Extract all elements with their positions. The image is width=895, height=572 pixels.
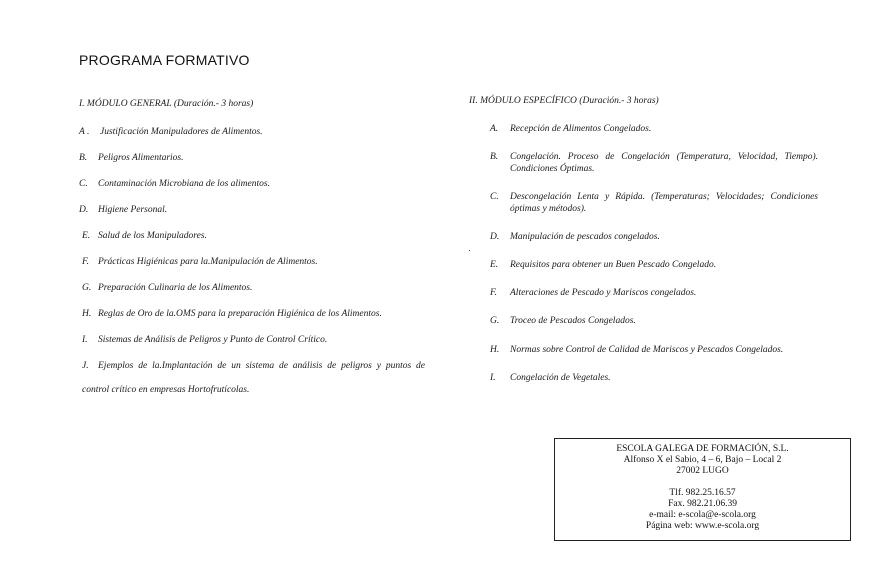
page-title: PROGRAMA FORMATIVO	[79, 52, 250, 68]
item-text: Requisitos para obtener un Buen Pescado Congelado.	[510, 260, 717, 270]
item-text: Ejemplos de la.Implantación de un sistema de análisis de peligros y puntos de	[98, 361, 426, 371]
item-text: Congelación de Vegetales.	[510, 373, 611, 383]
item-text: Justificación Manipuladores de Alimentos.	[100, 127, 263, 137]
item-text: Descongelación Lenta y Rápida. (Temperaturas; Velocidades; Condiciones óptimas y métodos).	[510, 192, 818, 214]
item-letter: E.	[490, 260, 499, 270]
item-letter: A .	[79, 127, 90, 137]
company-address: Alfonso X el Sabio, 4 – 6, Bajo – Local 2	[623, 455, 782, 465]
item-letter: F.	[490, 288, 497, 298]
item-letter: G.	[490, 316, 500, 326]
item-letter: F.	[82, 257, 89, 267]
item-text: Troceo de Pescados Congelados.	[510, 316, 636, 326]
spacer	[555, 477, 850, 488]
item-text: Peligros Alimentarios.	[98, 153, 184, 163]
item-letter: C.	[490, 192, 499, 202]
item-letter: J.	[82, 361, 89, 371]
item-text: Recepción de Alimentos Congelados.	[510, 124, 652, 134]
company-postal-city: 27002 LUGO	[676, 466, 729, 476]
general-item-j	[82, 360, 432, 400]
company-fax: Fax. 982.21.06.39	[668, 499, 737, 509]
specific-item-c	[490, 191, 820, 217]
item-text: Manipulación de pescados congelados.	[510, 232, 660, 242]
company-contact-box	[554, 438, 851, 541]
item-text: Prácticas Higiénicas para la.Manipulación de Alimentos.	[98, 257, 318, 267]
item-letter: G.	[82, 283, 92, 293]
item-text: Sistemas de Análisis de Peligros y Punto de Control Crítico.	[98, 335, 328, 345]
specific-item-b	[490, 151, 820, 177]
specific-module-heading: II. MÓDULO ESPECÍFICO (Duración.- 3 horas)	[469, 96, 659, 106]
item-letter: H.	[490, 345, 500, 355]
item-text: Normas sobre Control de Calidad de Mariscos y Pescados Congelados.	[510, 345, 784, 355]
item-letter: I.	[490, 373, 496, 383]
general-module-heading: I. MÓDULO GENERAL (Duración.- 3 horas)	[79, 99, 254, 109]
item-text: Reglas de Oro de la.OMS para la preparación Higiénica de los Alimentos.	[98, 309, 382, 319]
item-text: Higiene Personal.	[98, 205, 168, 215]
item-text: Salud de los Manipuladores.	[98, 231, 207, 241]
item-letter: D.	[490, 232, 500, 242]
company-phone: Tlf. 982.25.16.57	[669, 488, 736, 498]
item-letter: A.	[490, 124, 499, 134]
item-text: Contaminación Microbiana de los alimentos.	[98, 179, 270, 189]
item-letter: I.	[82, 335, 88, 345]
company-email-link[interactable]: e-mail: e-scola@e-scola.org	[649, 510, 756, 520]
company-web-link[interactable]: Página web: www.e-scola.org	[645, 521, 760, 531]
item-letter: B.	[490, 152, 499, 162]
company-name: ESCOLA GALEGA DE FORMACIÓN, S.L.	[616, 444, 789, 454]
item-letter: C.	[79, 179, 88, 189]
item-letter: E.	[82, 231, 91, 241]
item-text: Alteraciones de Pescado y Mariscos congelados.	[510, 288, 697, 298]
item-letter: H.	[82, 309, 92, 319]
item-letter: B.	[79, 153, 88, 163]
item-text: Congelación. Proceso de Congelación (Temperatura, Velocidad, Tiempo). Condiciones Óptimas.	[510, 152, 818, 174]
item-text-continued: control crítico en empresas Hortofrutícolas.	[82, 385, 250, 395]
item-letter: D.	[79, 205, 89, 215]
item-text: Preparación Culinaria de los Alimentos.	[98, 283, 253, 293]
stray-dot	[469, 250, 470, 251]
